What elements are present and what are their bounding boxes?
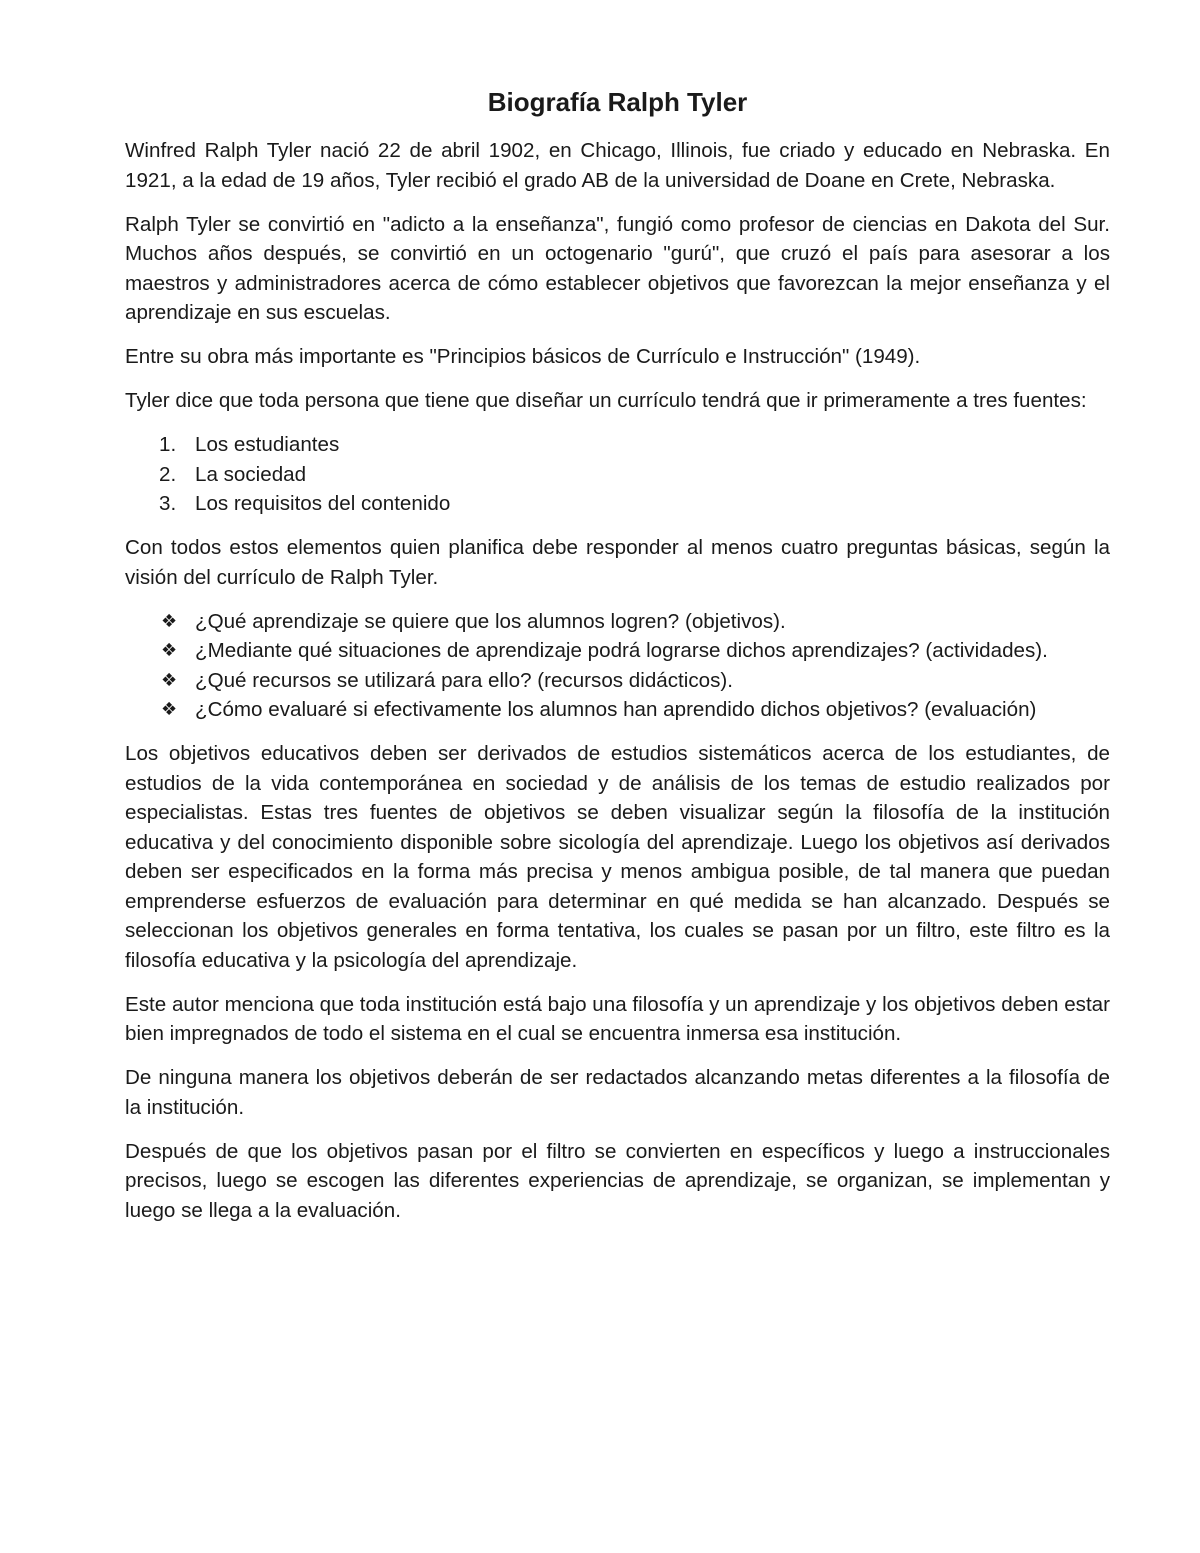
paragraph-objectives: Los objetivos educativos deben ser derivados de estudios sistemáticos acerca de los estudiantes, de estudios de la vida contemporánea en sociedad y de análisis de los temas de estudio realizados por especialistas. Estas tres fuentes de objetivos se deben visualizar según la filosofía de la institución educativa y del conocimiento disponible sobre sicología del aprendizaje. Luego los objetivos así derivados deben ser especificados en la forma más precisa y menos ambigua posible, de tal manera que puedan emprenderse esfuerzos de evaluación para determinar en qué medida se han alcanzado. Después se seleccionan los objetivos generales en forma tentativa, los cuales se pasan por un filtro, este filtro es la filosofía educativa y la psicología del aprendizaje.: [125, 742, 1110, 972]
questions-list: [125, 607, 1110, 725]
list-number: 1.: [159, 433, 177, 456]
list-item-text: Los estudiantes: [195, 433, 340, 456]
paragraph-three-sources: Tyler dice que toda persona que tiene que diseñar un currículo tendrá que ir primeramente a tres fuentes:: [125, 389, 1087, 412]
list-item-text: La sociedad: [195, 462, 307, 486]
paragraph-philosophy: De ninguna manera los objetivos deberán de ser redactados alcanzando metas diferentes a la filosofía de la institución.: [125, 1066, 1110, 1119]
sources-list: [125, 430, 1110, 519]
paragraph-career: Ralph Tyler se convirtió en "adicto a la enseñanza", fungió como profesor de ciencias en Dakota del Sur. Muchos años después, se convirtió en un octogenario "gurú", que cruzó el país para asesorar a los maestros y administradores acerca de cómo establecer objetivos que favorezcan la mejor enseñanza y el aprendizaje en sus escuelas.: [125, 212, 1110, 324]
list-number: 3.: [159, 492, 177, 515]
list-item: [125, 430, 1110, 460]
diamond-bullet-icon: ❖: [161, 699, 178, 720]
list-item: [125, 489, 1110, 519]
list-number: 2.: [159, 462, 177, 486]
list-item: [125, 607, 1110, 637]
list-item: [125, 695, 1110, 725]
list-item-text: ¿Cómo evaluaré si efectivamente los alumnos han aprendido dichos objetivos? (evaluación): [195, 698, 1037, 721]
paragraph-birth: Winfred Ralph Tyler nació 22 de abril 1902, en Chicago, Illinois, fue criado y educado en Nebraska. En 1921, a la edad de 19 años, Tyler recibió el grado AB de la universidad de Doane en Crete, Nebraska.: [125, 139, 1110, 192]
paragraph-evaluation: Después de que los objetivos pasan por el filtro se convierten en específicos y luego a instruccionales precisos, luego se escogen las diferentes experiencias de aprendizaje, se organizan, se implementan y luego se llega a la evaluación.: [125, 1139, 1110, 1222]
list-item-text: ¿Mediante qué situaciones de aprendizaje podrá lograrse dichos aprendizajes? (actividades).: [195, 639, 1048, 662]
diamond-bullet-icon: ❖: [161, 640, 178, 661]
list-item-text: ¿Qué recursos se utilizará para ello? (recursos didácticos).: [195, 668, 733, 692]
list-item-text: Los requisitos del contenido: [195, 492, 451, 515]
list-item: [125, 460, 1110, 490]
list-item-text: ¿Qué aprendizaje se quiere que los alumnos logren? (objetivos).: [195, 609, 786, 633]
diamond-bullet-icon: ❖: [161, 610, 178, 632]
document-page: [125, 82, 1110, 1240]
paragraph-institution: Este autor menciona que toda institución está bajo una filosofía y un aprendizaje y los objetivos deben estar bien impregnados de todo el sistema en el cual se encuentra inmersa esa institución.: [125, 992, 1110, 1045]
paragraph-questions-intro: Con todos estos elementos quien planifica debe responder al menos cuatro preguntas básicas, según la visión del currículo de Ralph Tyler.: [125, 536, 1110, 589]
diamond-bullet-icon: ❖: [161, 669, 178, 691]
document-title: Biografía Ralph Tyler: [487, 87, 748, 117]
list-item: [125, 666, 1110, 696]
list-item: [125, 636, 1110, 666]
paragraph-main-work: Entre su obra más importante es "Principios básicos de Currículo e Instrucción" (1949).: [125, 345, 921, 368]
